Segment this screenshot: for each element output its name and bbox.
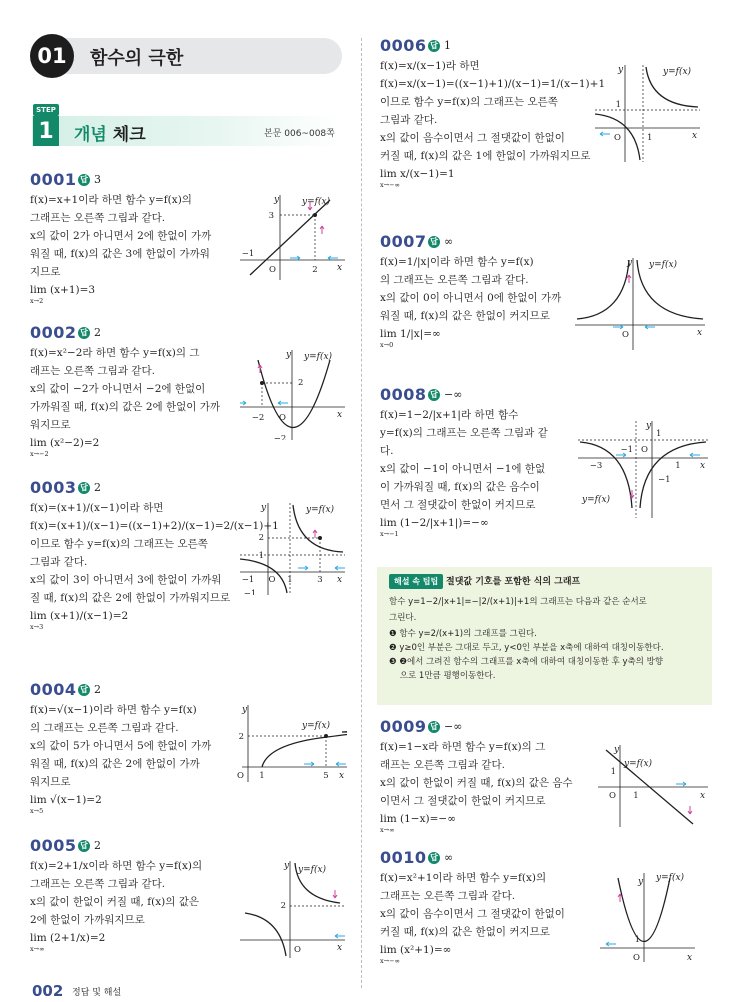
answer-value: 2 — [94, 481, 101, 494]
limit-point — [313, 213, 317, 217]
solution-line: lim (1−x)=−∞ — [380, 813, 456, 825]
solution-line: 그래프는 오른쪽 그림과 같다. — [380, 890, 516, 902]
approach-arrow — [335, 934, 345, 938]
approach-arrow — [313, 530, 317, 538]
solution-line: x의 값이 −1이 아니면서 −1에 한없 — [380, 463, 546, 475]
problem-number: 0006 — [380, 36, 427, 55]
axis-tick-label: O — [609, 791, 616, 801]
limit-point — [324, 734, 328, 738]
function-graph — [232, 702, 347, 782]
function-curve — [262, 732, 347, 767]
axis-tick-label: −1 — [620, 445, 633, 455]
limit-subscript: x→5 — [30, 807, 44, 815]
solution-line: 워질 때, f(x)의 값은 3에 한없이 가까워 — [30, 248, 210, 260]
solution-line: 이면서 그 절댓값이 한없이 커지므로 — [380, 795, 546, 807]
solution-line: 가까워질 때, f(x)의 값은 2에 한없이 가까 — [30, 401, 221, 413]
solution-line: f(x)=(x+1)/(x−1)=((x−1)+2)/(x−1)=2/(x−1)+1 — [30, 520, 279, 532]
limit-subscript: x→−∞ — [380, 181, 400, 189]
axis-tick-label: 2 — [280, 901, 286, 911]
page-reference: 본문 006~008쪽 — [264, 129, 335, 139]
answer-badge: 답 — [428, 389, 440, 401]
step-title: 개념 체크 — [74, 125, 146, 145]
problem-number: 0002 — [30, 323, 77, 342]
x-axis-label: x — [700, 461, 706, 471]
graph-function-label: y=f(x) — [663, 67, 692, 77]
solution-line: lim (x+1)=3 — [30, 284, 96, 296]
solution-line: 2에 한없이 가까워지므로 — [30, 914, 145, 926]
answer — [78, 839, 101, 852]
function-graph — [240, 190, 345, 280]
axis-tick-label: 2 — [258, 533, 264, 543]
answer — [428, 39, 451, 52]
solution-line: lim 1/|x|=∞ — [380, 328, 441, 340]
solution-line: 워질 때, f(x)의 값은 한없이 커지므로 — [380, 310, 550, 322]
function-graph — [600, 870, 695, 962]
graph-function-label: y=f(x) — [302, 197, 331, 207]
axis-tick-label: 1 — [287, 575, 293, 585]
solution-line: f(x)=1−x라 하면 함수 y=f(x)의 그 — [380, 741, 546, 753]
solution-line: 이므로 함수 y=f(x)의 그래프는 오른쪽 — [30, 538, 208, 550]
page-number: 002 — [32, 982, 64, 1000]
approach-arrow — [627, 275, 631, 283]
solution-line: f(x)=(x+1)/(x−1)이라 하면 — [30, 502, 164, 514]
limit-subscript: x→3 — [30, 623, 44, 631]
approach-arrow — [298, 566, 308, 570]
approach-arrow — [336, 762, 346, 766]
y-axis-label: y — [261, 503, 267, 513]
limit-subscript: x→0 — [380, 341, 394, 349]
solution-line: f(x)=1−2/|x+1|라 하면 함수 — [380, 409, 519, 421]
answer — [428, 851, 453, 864]
x-axis-label: x — [697, 328, 703, 338]
axis-tick-label: 5 — [323, 771, 329, 781]
answer — [78, 326, 101, 339]
solution-line: x의 값이 한없이 커질 때, f(x)의 값은 — [30, 896, 200, 908]
axis-tick-label: −1 — [241, 249, 255, 259]
solution-line: f(x)=x²−2라 하면 함수 y=f(x)의 그 — [30, 347, 200, 359]
approach-arrow — [645, 325, 655, 329]
tip-tag: 해설 속 팁팁 — [389, 574, 443, 589]
function-curve — [640, 442, 706, 508]
solution-line: 그림과 같다. — [380, 114, 438, 126]
answer-badge: 답 — [428, 852, 440, 864]
x-axis-label: x — [700, 791, 706, 801]
solution-line: f(x)=x/(x−1)=((x−1)+1)/(x−1)=1/(x−1)+1 — [380, 78, 606, 90]
answer-badge: 답 — [78, 327, 90, 339]
footer-label: 정답 및 해설 — [72, 988, 122, 998]
answer-value: −∞ — [444, 388, 463, 401]
solution-line: x의 값이 3이 아니면서 3에 한없이 가까워 — [30, 574, 222, 586]
problem-number: 0004 — [30, 680, 77, 699]
solution-line: x의 값이 0이 아니면서 0에 한없이 가까 — [380, 292, 562, 304]
graph-function-label: y=f(x) — [649, 260, 678, 270]
x-axis-label: x — [337, 263, 343, 273]
chapter-title: 함수의 극한 — [90, 48, 184, 69]
solution-line: 커질 때, f(x)의 값은 한없이 커지므로 — [380, 926, 550, 938]
tip-line: ❸ ❷에서 그려진 함수의 그래프를 x축에 대하여 대칭이동한 후 y축의 방향 — [389, 657, 664, 667]
limit-subscript: x→−∞ — [380, 957, 400, 965]
chapter-title-bar — [34, 38, 342, 74]
function-graph — [578, 418, 708, 518]
answer-value: 2 — [94, 683, 101, 696]
axis-tick-label: −2 — [251, 413, 265, 423]
answer-badge: 답 — [78, 482, 90, 494]
graph-function-label: y=f(x) — [306, 505, 335, 515]
tip-line: 함수 y=1−2/|x+1|=−|2/(x+1)|+1의 그래프는 다음과 같은 순서로 — [389, 597, 647, 607]
graph-function-label: y=f(x) — [656, 873, 685, 883]
tip-line: ❶ 함수 y=2/(x+1)의 그래프를 그린다. — [389, 629, 537, 639]
axis-tick-label: O — [294, 945, 301, 955]
axis-tick-label: −1 — [241, 575, 255, 585]
axis-tick-label: 3 — [317, 575, 323, 585]
problem-number: 0003 — [30, 478, 77, 497]
problem-number: 0007 — [380, 232, 427, 251]
axis-tick-label: O — [633, 953, 640, 962]
axis-tick-label: −1 — [243, 589, 257, 595]
axis-tick-label: O — [622, 330, 629, 340]
solution-line: 질 때, f(x)의 값은 2에 한없이 가까워지므로 — [30, 592, 231, 604]
x-axis-label: x — [339, 771, 345, 781]
approach-arrow — [290, 256, 300, 260]
limit-subscript: x→∞ — [30, 945, 45, 953]
limit-subscript: x→∞ — [380, 826, 395, 834]
axis-tick-label: 1 — [259, 771, 265, 781]
solution-line: f(x)=2+1/x이라 하면 함수 y=f(x)의 — [30, 860, 203, 872]
answer-badge: 답 — [78, 684, 90, 696]
axis-tick-label: −3 — [589, 461, 603, 471]
y-axis-label: y — [618, 65, 624, 75]
x-axis-label: x — [337, 943, 343, 953]
approach-arrow — [688, 806, 692, 814]
answer — [428, 720, 462, 733]
solution-line: f(x)=x/(x−1)라 하면 — [380, 60, 480, 72]
function-curve — [577, 260, 629, 319]
answer-badge: 답 — [78, 840, 90, 852]
y-axis-label: y — [638, 877, 644, 887]
approach-arrow — [333, 890, 337, 898]
answer-badge: 답 — [428, 40, 440, 52]
y-axis-label: y — [284, 861, 290, 871]
solution-line: f(x)=x²+1이라 하면 함수 y=f(x)의 — [380, 872, 547, 884]
graph-function-label: y=f(x) — [582, 495, 611, 505]
column-divider — [361, 38, 362, 988]
solution-line: f(x)=1/|x|이라 하면 함수 y=f(x) — [380, 256, 534, 268]
function-graph — [240, 858, 345, 958]
solution-line: 래프는 오른쪽 그림과 같다. — [380, 759, 505, 771]
function-graph — [240, 500, 345, 595]
y-axis-label: y — [627, 258, 633, 268]
axis-tick-label: 2 — [238, 732, 244, 742]
axis-tick-label: 1 — [647, 133, 653, 143]
axis-tick-label: O — [279, 413, 286, 423]
solution-line: 커질 때, f(x)의 값은 1에 한없이 가까워지므로 — [380, 150, 591, 162]
x-axis-label: x — [337, 410, 343, 420]
solution-line: f(x)=x+1이라 하면 함수 y=f(x)의 — [30, 194, 192, 206]
limit-subscript: x→2 — [30, 297, 44, 305]
solution-line: lim (x²−2)=2 — [30, 437, 100, 449]
solution-line: 이므로 함수 y=f(x)의 그래프는 오른쪽 — [380, 96, 558, 108]
problem-number: 0009 — [380, 717, 427, 736]
axis-tick-label: O — [269, 265, 276, 275]
axis-tick-label: O — [614, 133, 621, 143]
axis-tick-label: 1 — [633, 791, 639, 801]
function-curve — [245, 913, 286, 956]
problem-number: 0010 — [380, 848, 427, 867]
approach-arrow — [600, 132, 610, 136]
limit-point — [318, 536, 322, 540]
axis-tick-label: −2 — [273, 434, 287, 440]
answer — [78, 173, 101, 186]
solution-line: lim (2+1/x)=2 — [30, 932, 106, 944]
approach-arrow — [618, 894, 622, 902]
answer-value: ∞ — [444, 235, 454, 248]
tip-line: 으로 1만큼 평행이동한다. — [389, 671, 496, 681]
axis-tick-label: 2 — [312, 265, 318, 275]
approach-arrow — [676, 782, 686, 786]
solution-line: 그래프는 오른쪽 그림과 같다. — [30, 212, 166, 224]
solution-line: 면서 그 절댓값이 한없이 커지므로 — [380, 499, 536, 511]
function-graph — [595, 62, 700, 162]
solution-line: x의 값이 5가 아니면서 5에 한없이 가까 — [30, 740, 212, 752]
y-axis-label: y — [274, 195, 280, 205]
approach-arrow — [240, 401, 246, 405]
solution-line: x의 값이 음수이면서 그 절댓값이 한없이 — [380, 132, 565, 144]
axis-tick-label: O — [641, 445, 648, 455]
solution-line: 다. — [380, 445, 394, 457]
answer-value: −∞ — [444, 720, 463, 733]
x-axis-label: x — [337, 575, 343, 585]
solution-line: 워지므로 — [30, 776, 71, 788]
graph-function-label: y=f(x) — [304, 352, 333, 362]
answer-value: 2 — [94, 839, 101, 852]
graph-function-label: y=f(x) — [298, 865, 327, 875]
y-axis-label: y — [646, 421, 652, 431]
approach-arrow — [690, 453, 700, 457]
approach-arrow — [278, 401, 288, 405]
answer-badge: 답 — [428, 236, 440, 248]
limit-subscript: x→−1 — [380, 530, 399, 538]
solution-line: lim (x²+1)=∞ — [380, 944, 452, 956]
solution-line: x의 값이 −2가 아니면서 −2에 한없이 — [30, 383, 206, 395]
approach-arrow — [328, 256, 338, 260]
answer-badge: 답 — [428, 721, 440, 733]
tip-line: 그린다. — [389, 613, 417, 623]
function-graph — [240, 345, 345, 440]
answer-value: 2 — [94, 326, 101, 339]
solution-line: x의 값이 음수이면서 그 절댓값이 한없이 — [380, 908, 565, 920]
function-graph — [598, 742, 708, 827]
solution-line: f(x)=√(x−1)이라 하면 함수 y=f(x) — [30, 704, 197, 716]
step-number: 1 — [33, 116, 59, 146]
problem-number: 0001 — [30, 170, 77, 189]
axis-tick-label: 1 — [615, 100, 621, 110]
answer — [78, 481, 101, 494]
x-axis-label: x — [687, 953, 693, 962]
axis-tick-label: 3 — [268, 211, 274, 221]
approach-arrow — [613, 325, 623, 329]
solution-line: 래프는 오른쪽 그림과 같다. — [30, 365, 155, 377]
solution-line: 의 그래프는 오른쪽 그림과 같다. — [30, 722, 179, 734]
answer-value: ∞ — [444, 851, 454, 864]
solution-line: x의 값이 한없이 커질 때, f(x)의 값은 음수 — [380, 777, 573, 789]
axis-tick-label: 1 — [258, 551, 264, 561]
answer-badge: 답 — [78, 174, 90, 186]
solution-line: 그림과 같다. — [30, 556, 88, 568]
function-graph — [575, 255, 705, 350]
function-curve — [250, 200, 330, 275]
axis-tick-label: 1 — [656, 429, 662, 439]
approach-arrow — [335, 566, 345, 570]
approach-arrow — [304, 762, 314, 766]
y-axis-label: y — [286, 350, 292, 360]
axis-tick-label: −1 — [658, 475, 671, 485]
solution-line: lim (1−2/|x+1|)=−∞ — [380, 517, 489, 529]
solution-line: y=f(x)의 그래프는 오른쪽 그림과 같 — [380, 427, 548, 439]
limit-point — [260, 381, 264, 385]
solution-line: 그래프는 오른쪽 그림과 같다. — [30, 878, 166, 890]
solution-line: lim (x+1)/(x−1)=2 — [30, 610, 129, 622]
solution-line: 워질 때, f(x)의 값은 2에 한없이 가까 — [30, 758, 200, 770]
problem-number: 0005 — [30, 836, 77, 855]
graph-function-label: y=f(x) — [624, 759, 653, 769]
solution-line: lim x/(x−1)=1 — [380, 168, 455, 180]
answer — [428, 388, 462, 401]
x-axis-label: x — [692, 131, 698, 141]
solution-line: lim √(x−1)=2 — [30, 794, 102, 806]
chapter-number: 01 — [30, 34, 74, 78]
solution-line: 지므로 — [30, 266, 61, 278]
step-tag: STEP — [33, 104, 59, 116]
approach-arrow — [606, 942, 616, 946]
axis-tick-label: O — [268, 575, 276, 585]
y-axis-label: y — [242, 705, 248, 715]
problem-number: 0008 — [380, 385, 427, 404]
function-curve — [258, 360, 330, 428]
axis-tick-label: 2 — [298, 378, 304, 388]
axis-tick-label: 1 — [675, 461, 681, 471]
answer — [428, 235, 453, 248]
solution-line: 워지므로 — [30, 419, 71, 431]
tip-title: 절댓값 기호를 포함한 식의 그래프 — [446, 577, 581, 587]
approach-arrow — [320, 226, 324, 234]
axis-tick-label: O — [237, 771, 244, 781]
answer-value: 3 — [94, 173, 101, 186]
answer-value: 1 — [444, 39, 451, 52]
axis-tick-label: 1 — [634, 935, 640, 945]
solution-line: 이 가까워질 때, f(x)의 값은 음수이 — [380, 481, 540, 493]
graph-function-label: y=f(x) — [302, 721, 331, 731]
answer — [78, 683, 101, 696]
axis-tick-label: 1 — [610, 767, 616, 777]
tip-line: ❷ y≥0인 부분은 그대로 두고, y<0인 부분을 x축에 대하여 대칭이동한다. — [389, 643, 664, 653]
solution-line: 의 그래프는 오른쪽 그림과 같다. — [380, 274, 529, 286]
solution-line: x의 값이 2가 아니면서 2에 한없이 가까 — [30, 230, 212, 242]
limit-subscript: x→−2 — [30, 450, 49, 458]
y-axis-label: y — [614, 745, 620, 755]
